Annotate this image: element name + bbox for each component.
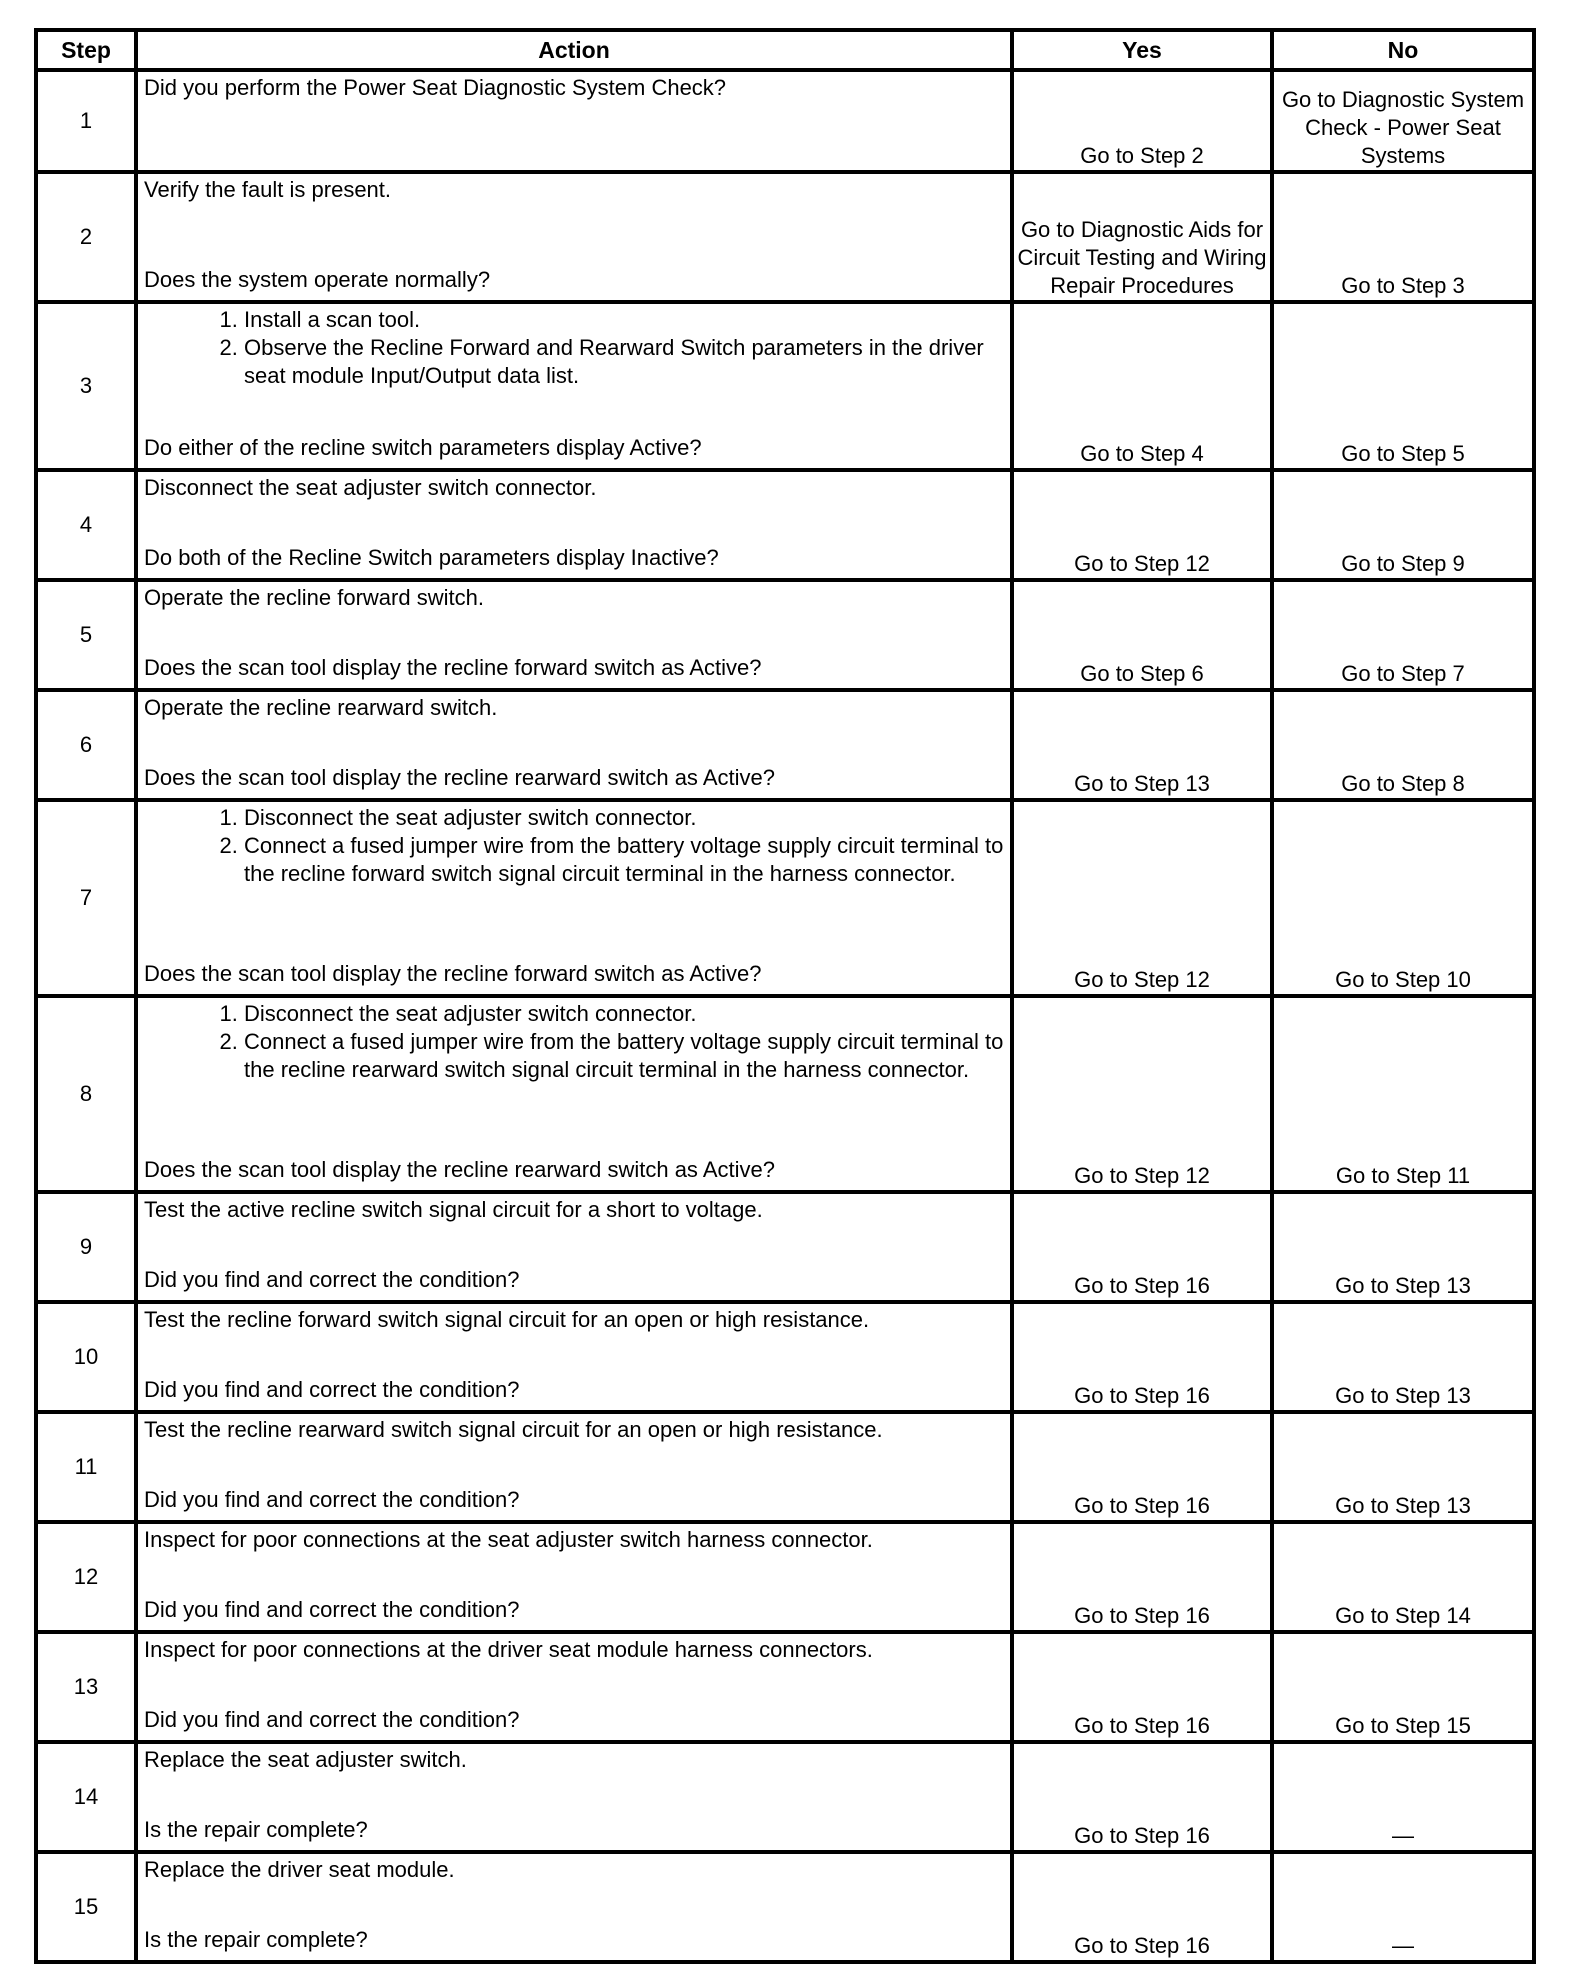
table-row (36, 1632, 1534, 1742)
header-action: Action (136, 30, 1012, 70)
step-number: 10 (36, 1302, 136, 1412)
table-row (36, 580, 1534, 690)
action-cell (136, 70, 1012, 172)
step-number: 11 (36, 1412, 136, 1522)
action-question: Is the repair complete? (144, 1927, 368, 1952)
action-cell (136, 302, 1012, 470)
step-number: 3 (36, 302, 136, 470)
no-result: Go to Step 13 (1272, 1412, 1534, 1522)
step-number: 8 (36, 996, 136, 1192)
yes-result: Go to Step 16 (1012, 1302, 1272, 1412)
no-result: Go to Diagnostic System Check - Power Seat Systems (1272, 70, 1534, 172)
action-cell (136, 1302, 1012, 1412)
action-steps-list (144, 1000, 1004, 1084)
yes-result: Go to Step 2 (1012, 70, 1272, 172)
table-row (36, 800, 1534, 996)
action-question: Did you find and correct the condition? (144, 1487, 520, 1512)
header-yes: Yes (1012, 30, 1272, 70)
no-result: Go to Step 7 (1272, 580, 1534, 690)
no-result: — (1272, 1742, 1534, 1852)
no-result: Go to Step 13 (1272, 1192, 1534, 1302)
table-row (36, 1522, 1534, 1632)
table-row (36, 172, 1534, 302)
action-instructions (144, 1196, 1004, 1224)
action-steps-list (144, 804, 1004, 888)
step-number: 2 (36, 172, 136, 302)
table-row (36, 690, 1534, 800)
action-intro: Inspect for poor connections at the seat adjuster switch harness connector. (144, 1527, 873, 1552)
yes-result: Go to Step 12 (1012, 470, 1272, 580)
action-cell (136, 1522, 1012, 1632)
action-instructions (144, 474, 1004, 502)
action-question: Does the system operate normally? (144, 267, 491, 292)
header-row (36, 30, 1534, 70)
no-result: Go to Step 9 (1272, 470, 1534, 580)
action-cell (136, 1192, 1012, 1302)
action-question: Did you find and correct the condition? (144, 1707, 520, 1732)
action-instructions (144, 1000, 1004, 1084)
no-result: Go to Step 5 (1272, 302, 1534, 470)
action-instructions (144, 584, 1004, 612)
table-row (36, 1412, 1534, 1522)
step-number: 7 (36, 800, 136, 996)
action-instructions (144, 1416, 1004, 1444)
no-result: Go to Step 8 (1272, 690, 1534, 800)
action-cell (136, 800, 1012, 996)
action-instructions (144, 1306, 1004, 1334)
table-row (36, 1302, 1534, 1412)
action-intro: Test the recline forward switch signal circuit for an open or high resistance. (144, 1307, 870, 1332)
step-number: 6 (36, 690, 136, 800)
table-row (36, 1192, 1534, 1302)
action-cell (136, 690, 1012, 800)
yes-result: Go to Step 16 (1012, 1632, 1272, 1742)
action-step-item: 1. Install a scan tool. (244, 306, 1004, 334)
action-step-item: 2. Connect a fused jumper wire from the battery voltage supply circuit terminal to the recline forward switch signal circuit terminal in the harness connector. (244, 832, 1004, 888)
action-instructions (144, 1746, 1004, 1774)
table-row (36, 1742, 1534, 1852)
action-intro: Replace the seat adjuster switch. (144, 1747, 467, 1772)
action-question: Did you find and correct the condition? (144, 1597, 520, 1622)
yes-result: Go to Step 12 (1012, 800, 1272, 996)
action-instructions (144, 1636, 1004, 1664)
yes-result: Go to Step 6 (1012, 580, 1272, 690)
action-intro: Replace the driver seat module. (144, 1857, 455, 1882)
action-step-item: 2. Observe the Recline Forward and Rearward Switch parameters in the driver seat module Input/Output data list. (244, 334, 1004, 390)
action-instructions (144, 804, 1004, 888)
header-step: Step (36, 30, 136, 70)
action-cell (136, 580, 1012, 690)
action-question: Did you find and correct the condition? (144, 1267, 520, 1292)
header-no: No (1272, 30, 1534, 70)
action-cell (136, 1412, 1012, 1522)
step-number: 14 (36, 1742, 136, 1852)
action-question: Does the scan tool display the recline forward switch as Active? (144, 961, 762, 986)
step-number: 13 (36, 1632, 136, 1742)
action-intro: Test the active recline switch signal circuit for a short to voltage. (144, 1197, 763, 1222)
yes-result: Go to Step 16 (1012, 1412, 1272, 1522)
step-number: 1 (36, 70, 136, 172)
table-row (36, 996, 1534, 1192)
no-result: Go to Step 10 (1272, 800, 1534, 996)
action-question: Did you perform the Power Seat Diagnostic System Check? (144, 75, 727, 100)
action-cell (136, 470, 1012, 580)
action-step-item: 1. Disconnect the seat adjuster switch connector. (244, 804, 1004, 832)
action-intro: Verify the fault is present. (144, 177, 392, 202)
action-step-item: 1. Disconnect the seat adjuster switch connector. (244, 1000, 1004, 1028)
action-question: Do both of the Recline Switch parameters display Inactive? (144, 545, 719, 570)
table-row (36, 470, 1534, 580)
yes-result: Go to Step 16 (1012, 1742, 1272, 1852)
action-cell (136, 1852, 1012, 1962)
table-row (36, 1852, 1534, 1962)
table-row (36, 70, 1534, 172)
action-question: Is the repair complete? (144, 1817, 368, 1842)
diagnostic-table (34, 28, 1536, 1964)
no-result: — (1272, 1852, 1534, 1962)
action-question: Does the scan tool display the recline rearward switch as Active? (144, 765, 775, 790)
action-instructions (144, 176, 1004, 204)
action-cell (136, 996, 1012, 1192)
action-intro: Operate the recline rearward switch. (144, 695, 498, 720)
no-result: Go to Step 15 (1272, 1632, 1534, 1742)
step-number: 4 (36, 470, 136, 580)
yes-result: Go to Step 13 (1012, 690, 1272, 800)
yes-result: Go to Step 12 (1012, 996, 1272, 1192)
action-question: Do either of the recline switch parameters display Active? (144, 435, 702, 460)
action-instructions (144, 1526, 1004, 1554)
action-step-item: 2. Connect a fused jumper wire from the battery voltage supply circuit terminal to the recline rearward switch signal circuit terminal in the harness connector. (244, 1028, 1004, 1084)
no-result: Go to Step 14 (1272, 1522, 1534, 1632)
action-instructions (144, 1856, 1004, 1884)
action-cell (136, 1742, 1012, 1852)
no-result: Go to Step 11 (1272, 996, 1534, 1192)
yes-result: Go to Step 16 (1012, 1192, 1272, 1302)
action-cell (136, 172, 1012, 302)
step-number: 9 (36, 1192, 136, 1302)
action-instructions (144, 694, 1004, 722)
table-body (36, 70, 1534, 1962)
action-intro: Test the recline rearward switch signal circuit for an open or high resistance. (144, 1417, 883, 1442)
action-intro: Inspect for poor connections at the driver seat module harness connectors. (144, 1637, 873, 1662)
action-instructions (144, 306, 1004, 390)
table-row (36, 302, 1534, 470)
action-cell (136, 1632, 1012, 1742)
yes-result: Go to Diagnostic Aids for Circuit Testing and Wiring Repair Procedures (1012, 172, 1272, 302)
action-question: Does the scan tool display the recline forward switch as Active? (144, 655, 762, 680)
step-number: 12 (36, 1522, 136, 1632)
action-intro: Disconnect the seat adjuster switch connector. (144, 475, 597, 500)
action-question: Did you find and correct the condition? (144, 1377, 520, 1402)
yes-result: Go to Step 4 (1012, 302, 1272, 470)
no-result: Go to Step 13 (1272, 1302, 1534, 1412)
action-question: Does the scan tool display the recline rearward switch as Active? (144, 1157, 775, 1182)
action-steps-list (144, 306, 1004, 390)
yes-result: Go to Step 16 (1012, 1522, 1272, 1632)
step-number: 5 (36, 580, 136, 690)
no-result: Go to Step 3 (1272, 172, 1534, 302)
step-number: 15 (36, 1852, 136, 1962)
yes-result: Go to Step 16 (1012, 1852, 1272, 1962)
action-intro: Operate the recline forward switch. (144, 585, 484, 610)
